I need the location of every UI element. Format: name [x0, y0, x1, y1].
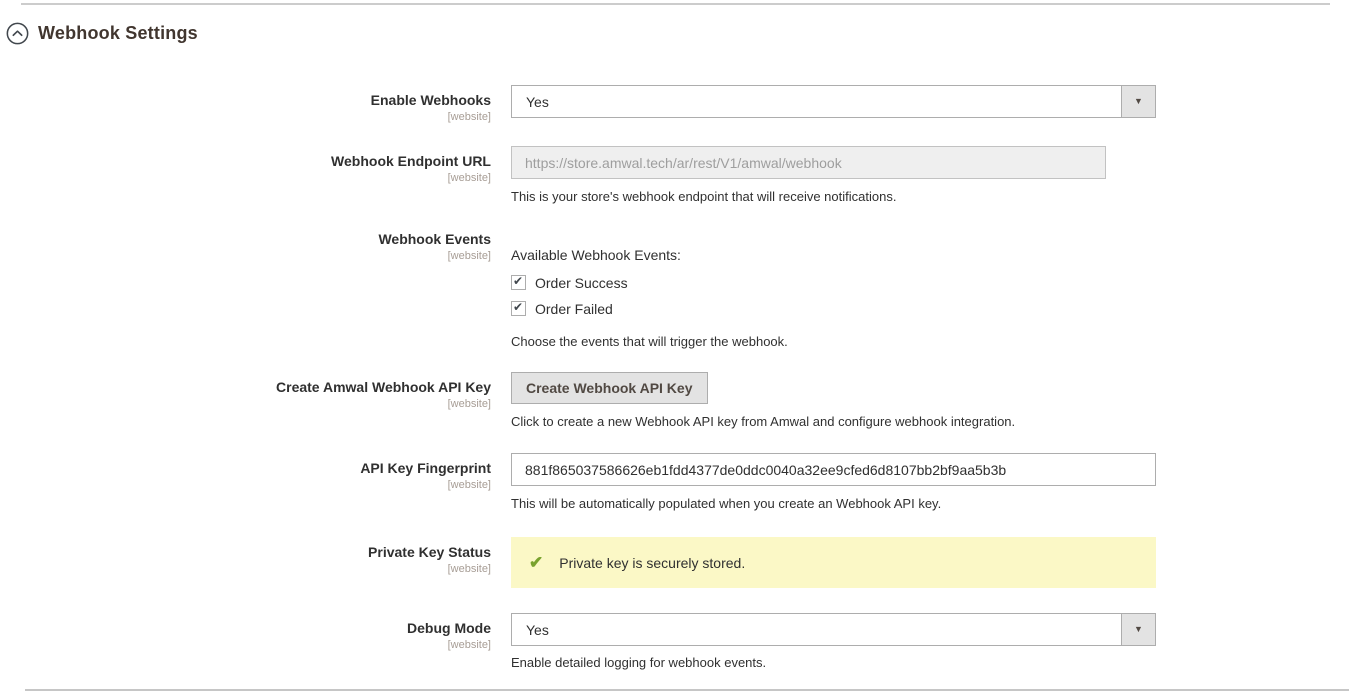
section-bottom-divider	[25, 689, 1349, 691]
api-key-fingerprint-scope: [website]	[447, 479, 491, 491]
webhook-endpoint-url-label: Webhook Endpoint URL	[331, 153, 491, 169]
api-key-fingerprint-note: This will be automatically populated when you create an Webhook API key.	[511, 496, 942, 511]
field-row-api-key-fingerprint	[0, 453, 1349, 512]
api-key-fingerprint-input[interactable]	[511, 453, 1156, 486]
webhook-endpoint-url-scope: [website]	[447, 172, 491, 184]
create-webhook-api-key-label: Create Amwal Webhook API Key	[276, 379, 491, 395]
enable-webhooks-label: Enable Webhooks	[370, 92, 491, 108]
webhook-endpoint-url-note: This is your store's webhook endpoint that will receive notifications.	[511, 189, 897, 204]
private-key-status-label: Private Key Status	[368, 544, 491, 560]
webhook-events-note: Choose the events that will trigger the webhook.	[511, 334, 788, 349]
private-key-status-scope: [website]	[447, 563, 491, 575]
order-success-label: Order Success	[535, 274, 628, 291]
webhook-endpoint-url-input	[511, 146, 1106, 179]
debug-mode-selected-value: Yes	[526, 621, 549, 638]
enable-webhooks-scope: [website]	[447, 111, 491, 123]
debug-mode-scope: [website]	[447, 639, 491, 651]
create-webhook-api-key-scope: [website]	[447, 398, 491, 410]
field-row-debug-mode	[0, 613, 1349, 671]
create-webhook-api-key-button[interactable]: Create Webhook API Key	[511, 372, 708, 404]
order-failed-label: Order Failed	[535, 300, 613, 317]
chevron-down-icon[interactable]: ▼	[1121, 614, 1155, 645]
order-success-checkbox[interactable]	[511, 275, 526, 290]
enable-webhooks-select[interactable]	[511, 85, 1156, 118]
checkmark-icon: ✔	[529, 552, 544, 572]
order-failed-checkbox[interactable]	[511, 301, 526, 316]
field-row-private-key-status	[0, 537, 1349, 588]
section-top-divider	[21, 3, 1330, 5]
section-header	[6, 22, 1349, 45]
order-failed-checkbox-row	[511, 298, 788, 319]
webhook-events-label: Webhook Events	[378, 231, 491, 247]
field-row-enable-webhooks	[0, 85, 1349, 124]
debug-mode-note: Enable detailed logging for webhook events.	[511, 655, 767, 670]
field-row-create-webhook-api-key	[0, 372, 1349, 430]
chevron-down-icon[interactable]: ▼	[1121, 86, 1155, 117]
private-key-status-text: Private key is securely stored.	[559, 554, 746, 571]
webhook-events-scope: [website]	[447, 250, 491, 262]
debug-mode-label: Debug Mode	[407, 620, 491, 636]
collapse-section-icon[interactable]	[6, 22, 29, 45]
api-key-fingerprint-label: API Key Fingerprint	[360, 460, 491, 476]
debug-mode-select[interactable]	[511, 613, 1156, 646]
available-webhook-events-label: Available Webhook Events:	[511, 247, 681, 263]
section-title: Webhook Settings	[38, 23, 198, 43]
create-webhook-api-key-note: Click to create a new Webhook API key from Amwal and configure webhook integration.	[511, 414, 1016, 429]
field-row-webhook-events	[0, 231, 1349, 350]
webhook-settings-form	[0, 85, 1349, 671]
private-key-status-message	[511, 537, 1156, 588]
enable-webhooks-selected-value: Yes	[526, 93, 549, 110]
order-success-checkbox-row	[511, 272, 788, 293]
field-row-webhook-endpoint-url	[0, 146, 1349, 205]
